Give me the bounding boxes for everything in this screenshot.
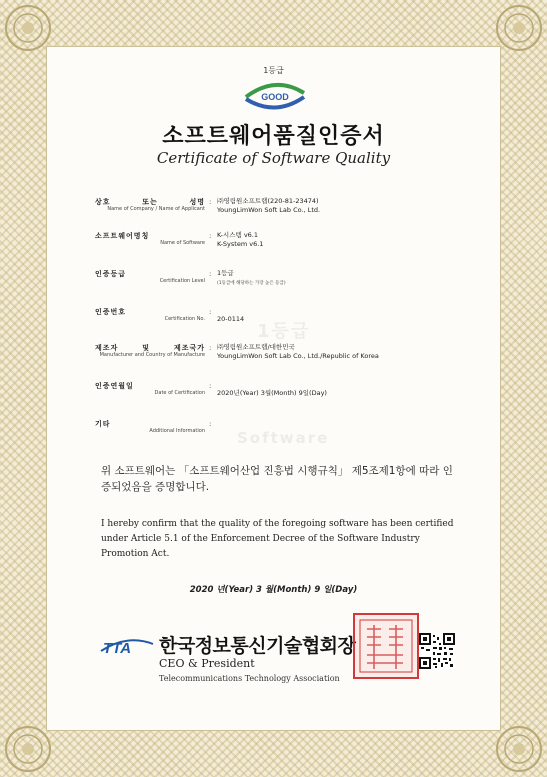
field-label: 소프트웨어명칭 bbox=[95, 232, 150, 240]
field-label: 제조자 및 제조국가 bbox=[95, 344, 205, 352]
qr-code bbox=[419, 633, 455, 669]
watermark: 1등급 bbox=[257, 321, 311, 342]
field-value bbox=[217, 315, 244, 324]
value-line-1: 1등급 bbox=[217, 269, 234, 277]
field-label: 인증번호 bbox=[95, 308, 127, 316]
field-value bbox=[217, 231, 263, 249]
tta-logo-text: TTA bbox=[103, 640, 132, 656]
field-label: 상호 또는 성명 bbox=[95, 198, 205, 206]
field-label-english: Name of Software bbox=[160, 240, 205, 246]
colon: : bbox=[209, 270, 212, 278]
value-line-1: K-시스템 v6.1 bbox=[217, 231, 259, 239]
field-value bbox=[217, 343, 379, 361]
seal-pattern bbox=[355, 615, 417, 677]
statement-english: I hereby confirm that the quality of the foregoing software has been certified under Article 5.1 of the Enforcement Decree of the Software Industry Promotion Act. bbox=[101, 519, 454, 559]
value-line-2: K-System v6.1 bbox=[217, 240, 264, 248]
issue-date: 2020 년(Year) 3 월(Month) 9 일(Day) bbox=[189, 585, 358, 595]
certificate-paper bbox=[46, 46, 501, 731]
colon: : bbox=[209, 420, 212, 428]
watermark: Software bbox=[237, 429, 330, 447]
colon: : bbox=[209, 382, 212, 390]
field-label-english: Date of Certification bbox=[154, 390, 205, 396]
good-software-logo bbox=[240, 79, 310, 113]
certificate-title-english: Certificate of Software Quality bbox=[156, 149, 391, 167]
issuer-name-korean: 한국정보통신기술협회장 bbox=[159, 635, 356, 657]
field-label-english: Additional Information bbox=[149, 428, 205, 434]
field-label: 기타 bbox=[95, 420, 111, 428]
value-line-2: YoungLimWon Soft Lab Co., Ltd. bbox=[217, 206, 321, 214]
value-line-2 bbox=[217, 278, 286, 288]
field-value bbox=[217, 269, 286, 288]
value-note: (1등급에 해당하는 가장 높은 등급) bbox=[217, 281, 286, 286]
grade-label: 1등급 bbox=[263, 66, 284, 75]
official-seal-stamp bbox=[353, 613, 419, 679]
value-line-1: 2020년(Year) 3월(Month) 9일(Day) bbox=[217, 389, 327, 397]
value-line-1: ㈜영림원소프트랩(220-81-23474) bbox=[217, 197, 319, 205]
issuer-title: CEO & President bbox=[159, 657, 255, 670]
colon: : bbox=[209, 344, 212, 352]
logo-text: GOOD bbox=[261, 92, 289, 102]
colon: : bbox=[209, 308, 212, 316]
field-label: 인증등급 bbox=[95, 270, 127, 278]
tta-logo bbox=[99, 636, 155, 656]
field-value bbox=[217, 197, 320, 215]
field-value bbox=[217, 389, 327, 398]
field-label-english: Certification No. bbox=[164, 316, 205, 322]
field-label: 인증연월일 bbox=[95, 382, 134, 390]
statement-korean: 위 소프트웨어는 「소프트웨어산업 진흥법 시행규칙」 제5조제1항에 따라 인증되었음을 증명합니다. bbox=[101, 465, 453, 493]
field-label-english: Name of Company / Name of Applicant bbox=[107, 206, 205, 212]
value-line-2: YoungLimWon Soft Lab Co., Ltd./Republic of Korea bbox=[217, 352, 379, 360]
field-label-english: Manufacturer and Country of Manufacture bbox=[99, 352, 205, 358]
colon: : bbox=[209, 198, 212, 206]
value-line-1: 20-0114 bbox=[217, 315, 245, 323]
issuer-name-english: Telecommunications Technology Association bbox=[159, 674, 340, 683]
field-label-english: Certification Level bbox=[159, 278, 205, 284]
colon: : bbox=[209, 232, 212, 240]
certificate-title-korean: 소프트웨어품질인증서 bbox=[162, 124, 385, 149]
value-line-1: ㈜영림원소프트랩/대한민국 bbox=[217, 343, 295, 351]
